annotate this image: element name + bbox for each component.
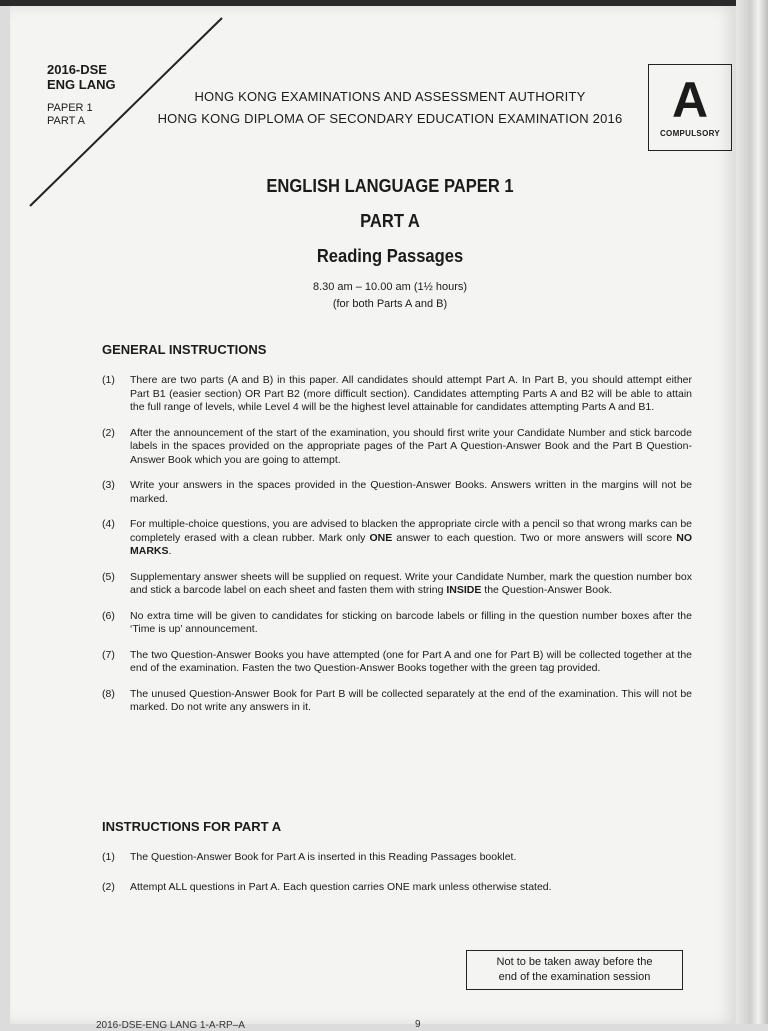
exam-page: [10, 6, 736, 1031]
instruction-text: The unused Question-Answer Book for Part B will be collected separately at the end of the examination. This will not be marked. Do not write any answers in it.: [130, 687, 692, 713]
general-instructions-heading: GENERAL INSTRUCTIONS: [102, 342, 267, 357]
part-letter: A: [671, 72, 709, 128]
instruction-text: After the announcement of the start of the examination, you should first write your Candidate Number and stick barcode labels in the spaces provided on the appropriate pages of the Part A Question-Answer Book and the Part B Question-Answer Book which you are going to attempt.: [130, 426, 692, 466]
instruction-number: (8): [102, 687, 115, 700]
notice-box: [466, 950, 683, 990]
instruction-number: (2): [102, 426, 115, 439]
instruction-item: [102, 851, 692, 865]
instruction-number: (6): [102, 609, 115, 622]
booklet-subtitle: Reading Passages: [316, 246, 464, 266]
instruction-text: Write your answers in the spaces provided in the Question-Answer Books. Answers written in the margins will not be marked.: [130, 479, 692, 505]
instruction-number: (3): [102, 479, 115, 491]
instruction-text: The two Question-Answer Books you have attempted (one for Part A and one for Part B) will be collected together at the end of the examination. Fasten the two Question-Answer Books together with the green tag provided.: [130, 648, 692, 674]
instruction-item: [102, 881, 692, 895]
footer-code: 2016-DSE-ENG LANG 1-A-RP–A: [96, 1020, 245, 1031]
notice-line-2: end of the examination session: [498, 971, 651, 983]
instruction-text: For multiple-choice questions, you are advised to blacken the appropriate circle with a pencil so that wrong marks can be completely erased with a clean rubber. Mark only ONE answer to each question. Two or more answers will score NO MARKS.: [130, 518, 692, 557]
part-title: PART A: [360, 211, 420, 231]
instruction-text: There are two parts (A and B) in this paper. All candidates should attempt Part A. In Part B, you should attempt either Part B1 (easier section) OR Part B2 (more difficult section). Candidates attempting Parts A and B2 will be able to attain the full range of levels, while Level 4 will be the highest level attainable for candidates attempting Parts A and B1.: [130, 374, 692, 413]
authority-name: HONG KONG EXAMINATIONS AND ASSESSMENT AUTHORITY: [194, 89, 586, 104]
instruction-number: (2): [102, 880, 115, 893]
exam-time: [150, 279, 630, 313]
page-number: 9: [415, 1019, 421, 1030]
instruction-item: [102, 610, 692, 637]
time-range: 8.30 am – 10.00 am (1½ hours): [312, 281, 468, 293]
instruction-number: (1): [102, 851, 115, 863]
instruction-text: Attempt ALL questions in Part A. Each question carries ONE mark unless otherwise stated.: [130, 880, 552, 893]
part-a-instructions-list: [102, 851, 692, 894]
instruction-number: (7): [102, 648, 115, 661]
corner-year: 2016-DSE: [47, 62, 107, 77]
instruction-item: [102, 427, 692, 468]
instruction-item: [102, 649, 692, 676]
instruction-text: No extra time will be given to candidates for sticking on barcode labels or filling in the question number boxes after the ‘Time is up’ announcement.: [130, 609, 692, 635]
authority-header: [150, 86, 630, 130]
instruction-item: [102, 688, 692, 715]
corner-subject: ENG LANG: [47, 77, 116, 92]
exam-name: HONG KONG DIPLOMA OF SECONDARY EDUCATION EXAMINATION 2016: [157, 111, 623, 126]
booklet-spine: [736, 0, 768, 1024]
instruction-item: [102, 571, 692, 598]
instruction-item: [102, 479, 692, 506]
instruction-item: [102, 374, 692, 415]
corner-label: [47, 62, 116, 128]
corner-paper: PAPER 1: [47, 102, 93, 114]
instruction-text: Supplementary answer sheets will be supplied on request. Write your Candidate Number, mark the question number box and stick a barcode label on each sheet and fasten them with string INSIDE the Question-Answer Book.: [130, 570, 692, 596]
instruction-number: (4): [102, 518, 115, 530]
instruction-number: (5): [102, 570, 115, 583]
part-box-label: COMPULSORY: [659, 129, 721, 138]
corner-part: PART A: [47, 115, 85, 127]
title-block: [150, 176, 630, 313]
time-scope: (for both Parts A and B): [332, 298, 448, 310]
paper-title: ENGLISH LANGUAGE PAPER 1: [266, 176, 514, 196]
part-box: [648, 64, 732, 151]
part-a-instructions-heading: INSTRUCTIONS FOR PART A: [102, 819, 282, 834]
instruction-text: The Question-Answer Book for Part A is inserted in this Reading Passages booklet.: [130, 851, 517, 863]
general-instructions-list: [102, 374, 692, 715]
notice-line-1: Not to be taken away before the: [496, 956, 653, 968]
instruction-item: [102, 518, 692, 559]
instruction-number: (1): [102, 374, 115, 386]
